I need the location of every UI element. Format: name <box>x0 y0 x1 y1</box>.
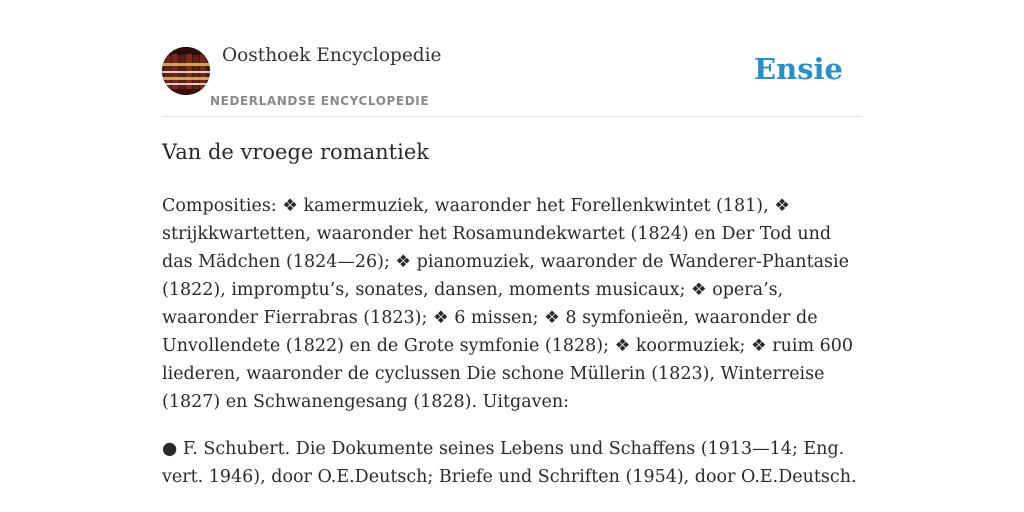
page <box>162 0 862 512</box>
site-subtitle: NEDERLANDSE ENCYCLOPEDIE <box>210 94 430 108</box>
article-paragraph-editions: ● F. Schubert. Die Dokumente seines Lebens und Schaffens (1913—14; Eng. vert. 1946), door O.E.Deutsch; Briefe und Schriften (1954), door O.E.Deutsch. <box>162 439 857 487</box>
site-title[interactable]: Oosthoek Encyclopedie <box>222 45 442 66</box>
article-title: Van de vroege romantiek <box>162 140 429 164</box>
brand-logo[interactable]: Ensie <box>754 52 843 86</box>
article-paragraph-compositions: Composities: ❖ kamermuziek, waaronder het Forellenkwintet (181), ❖ strijkkwartetten, waaronder het Rosamundekwartet (1824) en Der Tod und das Mädchen (1824—26); ❖ pianomuziek, waaronder de Wanderer-Phantasie (1822), impromptu’s, sonates, dansen, moments musicaux; ❖ opera’s, waaronder Fierrabras (1823); ❖ 6 missen; ❖ 8 symfonieën, waaronder de Unvollendete (1822) en de Grote symfonie (1828); ❖ koormuziek; ❖ ruim 600 liederen, waaronder de cyclussen Die schone Müllerin (1823), Winterreise (1827) en Schwanengesang (1828). Uitgaven: <box>162 196 854 412</box>
site-header <box>162 0 862 117</box>
encyclopedia-books-icon[interactable] <box>162 47 210 95</box>
